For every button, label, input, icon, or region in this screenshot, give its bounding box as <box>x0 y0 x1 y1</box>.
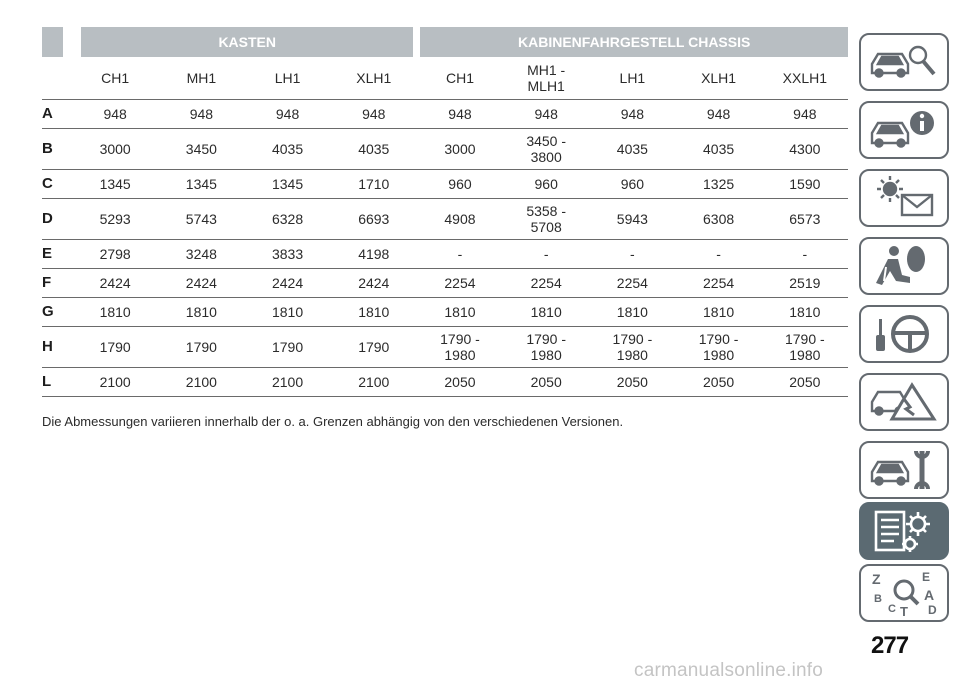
column-header: MH1 <box>158 57 244 100</box>
table-cell: 1325 <box>675 170 761 199</box>
table-cell: 4300 <box>762 129 848 170</box>
table-cell: 1345 <box>158 170 244 199</box>
row-label: A <box>42 100 72 129</box>
table-cell: 1345 <box>72 170 158 199</box>
table-cell: 1790 - 1980 <box>675 327 761 368</box>
row-label: E <box>42 240 72 269</box>
technical-data-gears-icon <box>866 506 942 556</box>
svg-text:Z: Z <box>872 571 881 587</box>
svg-text:B: B <box>874 593 882 605</box>
car-info-icon <box>866 105 942 155</box>
table-cell: 2254 <box>503 269 589 298</box>
warning-light-message-icon <box>866 173 942 223</box>
table-cell: 948 <box>331 100 417 129</box>
table-cell: 948 <box>158 100 244 129</box>
svg-text:D: D <box>928 603 937 617</box>
table-cell: 1790 <box>331 327 417 368</box>
tab-maintenance[interactable] <box>859 441 949 499</box>
table-cell: 5293 <box>72 199 158 240</box>
car-search-icon <box>866 37 942 87</box>
table-cell: 1790 <box>244 327 330 368</box>
table-cell: 3450 - 3800 <box>503 129 589 170</box>
svg-text:T: T <box>900 604 908 618</box>
steering-wheel-key-icon <box>866 309 942 359</box>
svg-text:C: C <box>888 603 896 615</box>
table-cell: 2100 <box>158 368 244 397</box>
table-cell: 1810 <box>244 298 330 327</box>
table-cell: 948 <box>762 100 848 129</box>
table-cell: 1810 <box>589 298 675 327</box>
row-label: H <box>42 327 72 368</box>
table-cell: 2424 <box>158 269 244 298</box>
group-header-kasten: KASTEN <box>72 27 417 57</box>
table-cell: 6573 <box>762 199 848 240</box>
airbag-passenger-icon <box>866 241 942 291</box>
table-cell: 3248 <box>158 240 244 269</box>
table-cell: 2100 <box>244 368 330 397</box>
table-cell: 1790 - 1980 <box>589 327 675 368</box>
column-header: CH1 <box>417 57 503 100</box>
table-cell: 2424 <box>72 269 158 298</box>
table-cell: 2254 <box>417 269 503 298</box>
table-row <box>42 199 848 240</box>
table-cell: 948 <box>72 100 158 129</box>
table-cell: 1790 <box>72 327 158 368</box>
column-header-row <box>42 57 848 100</box>
column-header: XLH1 <box>675 57 761 100</box>
table-cell: - <box>417 240 503 269</box>
column-header: LH1 <box>589 57 675 100</box>
car-wrench-icon <box>866 445 942 495</box>
tab-technical-data[interactable] <box>859 502 949 560</box>
table-row <box>42 368 848 397</box>
table-cell: 3000 <box>72 129 158 170</box>
tab-warning-lights[interactable] <box>859 169 949 227</box>
table-cell: 6693 <box>331 199 417 240</box>
table-cell: 2050 <box>762 368 848 397</box>
table-cell: 2424 <box>244 269 330 298</box>
column-header: MH1 - MLH1 <box>503 57 589 100</box>
row-label: D <box>42 199 72 240</box>
table-cell: 3450 <box>158 129 244 170</box>
page-number: 277 <box>871 632 909 659</box>
table-cell: 2519 <box>762 269 848 298</box>
tab-dashboard[interactable] <box>859 101 949 159</box>
table-cell: 4035 <box>331 129 417 170</box>
table-cell: - <box>589 240 675 269</box>
header-corner-cell <box>42 27 72 57</box>
group-header-chassis: KABINENFAHRGESTELL CHASSIS <box>417 27 848 57</box>
table-row <box>42 298 848 327</box>
table-cell: 2254 <box>589 269 675 298</box>
table-cell: 2100 <box>72 368 158 397</box>
table-cell: 3833 <box>244 240 330 269</box>
table-cell: 5358 - 5708 <box>503 199 589 240</box>
table-cell: 4198 <box>331 240 417 269</box>
table-cell: 1810 <box>762 298 848 327</box>
column-header: LH1 <box>244 57 330 100</box>
row-label: L <box>42 368 72 397</box>
table-cell: 1590 <box>762 170 848 199</box>
table-cell: 2798 <box>72 240 158 269</box>
table-cell: 960 <box>503 170 589 199</box>
tab-safety[interactable] <box>859 237 949 295</box>
table-cell: 1790 - 1980 <box>762 327 848 368</box>
table-cell: 960 <box>417 170 503 199</box>
table-cell: 948 <box>503 100 589 129</box>
table-cell: 1710 <box>331 170 417 199</box>
table-cell: 1810 <box>72 298 158 327</box>
table-cell: 4035 <box>675 129 761 170</box>
svg-text:A: A <box>924 587 935 603</box>
column-header: XLH1 <box>331 57 417 100</box>
column-header: CH1 <box>72 57 158 100</box>
group-header-row <box>42 27 848 57</box>
table-cell: 1345 <box>244 170 330 199</box>
table-cell: 3000 <box>417 129 503 170</box>
table-cell: 2050 <box>675 368 761 397</box>
table-cell: 4908 <box>417 199 503 240</box>
table-cell: 1790 - 1980 <box>417 327 503 368</box>
table-cell: 5943 <box>589 199 675 240</box>
column-header: XXLH1 <box>762 57 848 100</box>
table-cell: - <box>675 240 761 269</box>
table-cell: 1810 <box>331 298 417 327</box>
table-cell: - <box>503 240 589 269</box>
table-cell: 2254 <box>675 269 761 298</box>
table-cell: 1810 <box>158 298 244 327</box>
table-row <box>42 240 848 269</box>
table-cell: 1790 - 1980 <box>503 327 589 368</box>
table-cell: 2050 <box>589 368 675 397</box>
table-row <box>42 269 848 298</box>
row-label: C <box>42 170 72 199</box>
tab-starting-driving[interactable] <box>859 305 949 363</box>
row-label: F <box>42 269 72 298</box>
table-row <box>42 170 848 199</box>
table-cell: 948 <box>589 100 675 129</box>
column-header-blank <box>42 57 72 100</box>
table-cell: 2050 <box>417 368 503 397</box>
table-cell: 5743 <box>158 199 244 240</box>
table-cell: - <box>762 240 848 269</box>
table-row <box>42 327 848 368</box>
table-cell: 4035 <box>244 129 330 170</box>
dimensions-note: Die Abmessungen variieren innerhalb der o. a. Grenzen abhängig von den verschiedenen Versionen. <box>42 414 624 429</box>
table-cell: 960 <box>589 170 675 199</box>
row-label: G <box>42 298 72 327</box>
table-cell: 6328 <box>244 199 330 240</box>
table-cell: 4035 <box>589 129 675 170</box>
row-label: B <box>42 129 72 170</box>
table-cell: 6308 <box>675 199 761 240</box>
table-cell: 1790 <box>158 327 244 368</box>
table-cell: 1810 <box>675 298 761 327</box>
dimensions-body <box>42 100 848 397</box>
table-cell: 2050 <box>503 368 589 397</box>
table-cell: 1810 <box>503 298 589 327</box>
tab-knowing-vehicle[interactable] <box>859 33 949 91</box>
dimensions-table <box>42 27 848 397</box>
alphabetical-index-search-icon <box>866 568 942 618</box>
svg-text:E: E <box>922 570 931 584</box>
table-cell: 2100 <box>331 368 417 397</box>
table-cell: 948 <box>417 100 503 129</box>
car-emergency-triangle-icon <box>866 377 942 427</box>
table-cell: 2424 <box>331 269 417 298</box>
tab-index[interactable] <box>859 564 949 622</box>
table-cell: 948 <box>675 100 761 129</box>
tab-emergency[interactable] <box>859 373 949 431</box>
table-cell: 948 <box>244 100 330 129</box>
table-cell: 1810 <box>417 298 503 327</box>
table-row <box>42 100 848 129</box>
watermark: carmanualsonline.info <box>634 660 824 681</box>
table-row <box>42 129 848 170</box>
